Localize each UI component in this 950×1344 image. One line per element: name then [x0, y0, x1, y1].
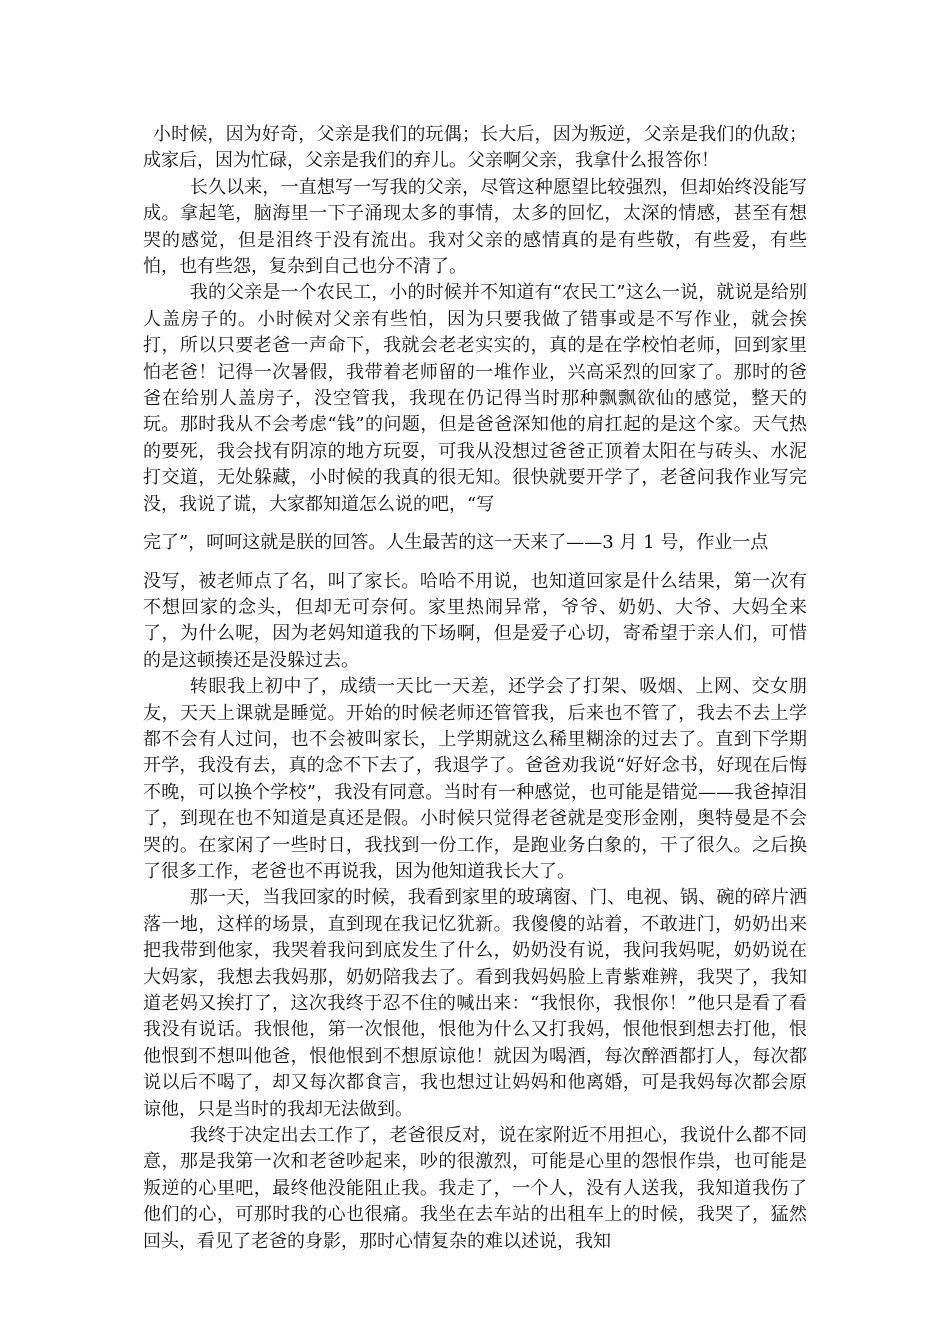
paragraph-4: 转眼我上初中了，成绩一天比一天差，还学会了打架、吸烟、上网、交女朋友，天天上课就是睡觉。开始的时候老师还管管我，后来也不管了，我去不去上学都不会有人过问，也不会被叫家长，上学期就这么稀里糊涂的过去了。直到下学期开学，我没有去，真的念不下去了，我退学了。爸爸劝我说“好好念书，好现在后悔不晚，可以换个学校”，我没有同意。当时有一种感觉，也可能是错觉——我爸掉泪了，到现在也不知道是真还是假。小时候只觉得老爸就是变形金刚，奥特曼是不会哭的。在家闲了一些时日，我找到一份工作，是跑业务白象的，干了很久。之后换了很多工作，老爸也不再说我，因为他知道我长大了。 [143, 676, 807, 882]
article-body [143, 122, 807, 1255]
paragraph-2: 长久以来，一直想写一写我的父亲，尽管这种愿望比较强烈，但却始终没能写成。拿起笔，脑海里一下子涌现太多的事情，太多的回忆，太深的情感，甚至有想哭的感觉，但是泪终于没有流出。我对父亲的感情真的是有些敬，有些爱，有些怕，也有些怨，复杂到自己也分不清了。 [143, 176, 807, 278]
paragraph-3-continued: 完了”，呵呵这就是朕的回答。人生最苦的这一天来了——3 月 1 号，作业一点 [143, 532, 769, 554]
paragraph-intro: 小时候，因为好奇，父亲是我们的玩偶；长大后，因为叛逆，父亲是我们的仇敌；成家后，因为忙碌，父亲是我们的弃儿。父亲啊父亲，我拿什么报答你！ [143, 124, 807, 172]
paragraph-6: 我终于决定出去工作了，老爸很反对，说在家附近不用担心，我说什么都不同意，那是我第一次和老爸吵起来，吵的很激烈，可能是心里的怨恨作祟，也可能是叛逆的心里吧，最终他没能阻止我。我走了，一个人，没有人送我，我知道我伤了他们的心，可那时我的心也很痛。我坐在去车站的出租车上的时候，我哭了，猛然回头，看见了老爸的身影，那时心情复杂的难以述说，我知 [143, 1125, 807, 1252]
paragraph-3-end: 没写，被老师点了名，叫了家长。哈哈不用说，也知道回家是什么结果，第一次有不想回家的念头，但却无可奈何。家里热闹异常，爷爷、奶奶、大爷、大妈全来了，为什么呢，因为老妈知道我的下场啊，但是爱子心切，寄希望于亲人们，可惜的是这顿揍还是没躲过去。 [143, 570, 807, 671]
paragraph-3: 我的父亲是一个农民工，小的时候并不知道有“农民工”这么一说，就说是给别人盖房子的。小时候对父亲有些怕，因为只要我做了错事或是不写作业，就会挨打，所以只要老爸一声命下，我就会老老实实的，真的是在学校怕老师，回到家里怕老爸！记得一次暑假，我带着老师留的一堆作业，兴高采烈的回家了。那时的爸爸在给别人盖房子，没空管我，我现在仍记得当时那种飘飘欲仙的感觉，整天的玩。那时我从不会考虑“钱”的问题，但是爸爸深知他的肩扛起的是这个家。天气热的要死，我会找有阴凉的地方玩耍，可我从没想过爸爸正顶着太阳在与砖头、水泥打交道，无处躲藏，小时候的我真的很无知。很快就要开学了，老爸问我作业写完没，我说了谎，大家都知道怎么说的吧，“写 [143, 282, 807, 515]
paragraph-5: 那一天，当我回家的时候，我看到家里的玻璃窗、门、电视、锅、碗的碎片洒落一地，这样的场景，直到现在我记忆犹新。我傻傻的站着，不敢进门，奶奶出来把我带到他家，我哭着我问到底发生了什么，奶奶没有说，我问我妈呢，奶奶说在大妈家，我想去我妈那，奶奶陪我去了。看到我妈妈脸上青紫难辨，我哭了，我知道老妈又挨打了，这次我终于忍不住的喊出来：“我恨你，我恨你！”他只是看了看我没有说话。我恨他，第一次恨他，恨他为什么又打我妈，恨他恨到想去打他，恨他恨到不想叫他爸，恨他恨到不想原谅他！就因为喝酒，每次醉酒都打人，每次都说以后不喝了，却又每次都食言，我也想过让妈妈和他离婚，可是我妈每次都会原谅他，只是当时的我却无法做到。 [143, 887, 807, 1120]
